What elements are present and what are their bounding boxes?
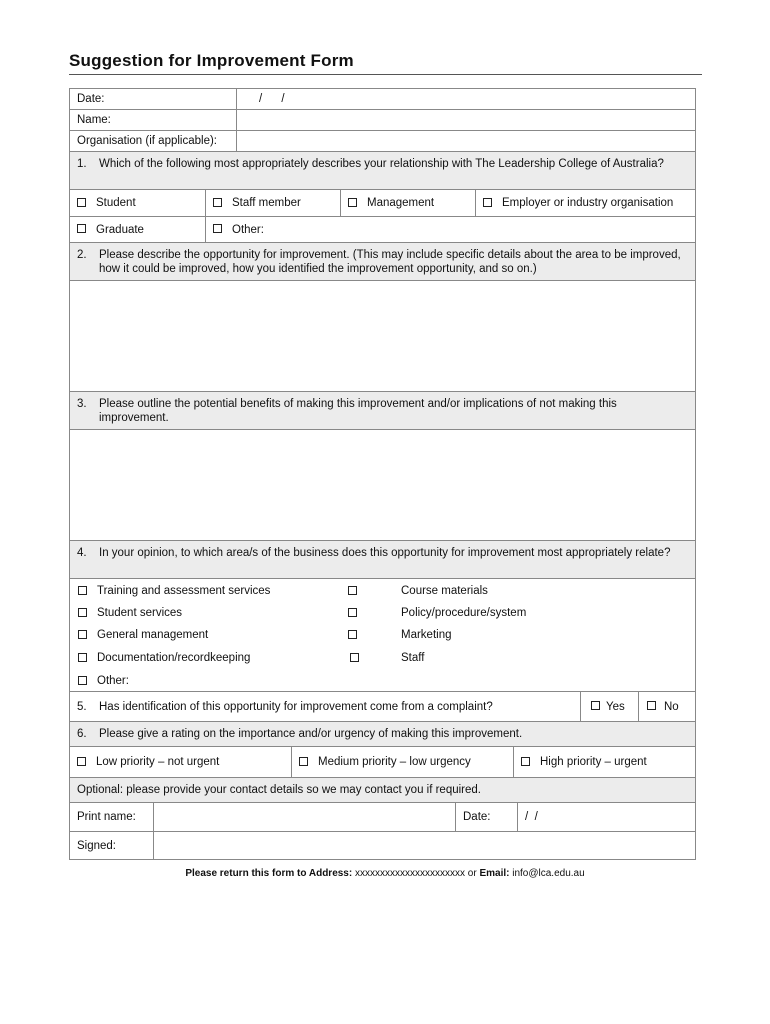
question-5-text: Has identification of this opportunity for improvement come from a complaint? bbox=[99, 700, 493, 713]
form-title: Suggestion for Improvement Form bbox=[69, 51, 354, 70]
print-name-field[interactable] bbox=[153, 803, 455, 831]
option-high-priority[interactable] bbox=[513, 747, 695, 777]
question-3-text: Please outline the potential benefits of making this improvement and/or implications of not making this improvement. bbox=[99, 398, 617, 424]
question-6 bbox=[69, 722, 696, 747]
option-student-services[interactable] bbox=[78, 607, 182, 619]
print-name-row bbox=[69, 803, 696, 832]
improvement-form bbox=[69, 88, 696, 860]
option-medium-priority[interactable] bbox=[291, 747, 513, 777]
question-3-number: 3. bbox=[77, 398, 87, 410]
checkbox-management[interactable] bbox=[348, 198, 357, 207]
organisation-label: Organisation (if applicable): bbox=[77, 135, 217, 147]
option-policy-procedure-label: Policy/procedure/system bbox=[401, 607, 527, 619]
date-label: Date: bbox=[77, 93, 105, 105]
question-4 bbox=[69, 541, 696, 579]
option-no-label: No bbox=[664, 700, 679, 713]
name-field[interactable] bbox=[236, 110, 695, 130]
option-staff-label: Staff bbox=[401, 652, 425, 664]
option-staff-member-label: Staff member bbox=[232, 197, 301, 209]
date2-field[interactable]: / / bbox=[517, 803, 695, 831]
option-documentation-label: Documentation/recordkeeping bbox=[97, 652, 251, 664]
checkbox-other-area[interactable] bbox=[78, 676, 87, 685]
signed-row bbox=[69, 832, 696, 860]
checkbox-training-assessment[interactable] bbox=[78, 586, 87, 595]
option-other-relationship[interactable] bbox=[205, 217, 695, 242]
question-2-number: 2. bbox=[77, 249, 87, 261]
option-low-priority-label: Low priority – not urgent bbox=[96, 756, 220, 768]
option-course-materials[interactable] bbox=[348, 585, 488, 597]
q1-options-row-1 bbox=[69, 190, 696, 217]
checkbox-staff-member[interactable] bbox=[213, 198, 222, 207]
option-course-materials-label: Course materials bbox=[401, 585, 488, 597]
date-field[interactable]: / / bbox=[236, 89, 695, 109]
question-4-text: In your opinion, to which area/s of the business does this opportunity for improvement most appropriately relate? bbox=[99, 547, 671, 559]
checkbox-employer[interactable] bbox=[483, 198, 492, 207]
option-high-priority-label: High priority – urgent bbox=[540, 756, 647, 768]
question-1-text: Which of the following most appropriately describes your relationship with The Leadership College of Australia? bbox=[99, 158, 664, 170]
option-yes-label: Yes bbox=[606, 700, 625, 713]
return-or: or bbox=[467, 868, 477, 879]
return-instructions bbox=[0, 868, 770, 879]
checkbox-other-relationship[interactable] bbox=[213, 224, 222, 233]
question-5-prompt bbox=[70, 692, 580, 721]
option-employer[interactable] bbox=[475, 190, 695, 216]
checkbox-policy-procedure[interactable] bbox=[348, 608, 357, 617]
checkbox-documentation[interactable] bbox=[78, 653, 87, 662]
q2-answer-area[interactable] bbox=[69, 281, 696, 392]
option-staff[interactable] bbox=[350, 652, 424, 664]
option-staff-member[interactable] bbox=[205, 190, 340, 216]
checkbox-no[interactable] bbox=[647, 701, 656, 710]
option-marketing[interactable] bbox=[348, 629, 452, 641]
question-1 bbox=[69, 152, 696, 190]
signed-label: Signed: bbox=[77, 839, 117, 852]
title-divider bbox=[69, 74, 702, 75]
date-row bbox=[69, 88, 696, 110]
option-training-assessment[interactable] bbox=[78, 585, 270, 597]
question-1-number: 1. bbox=[77, 158, 87, 170]
checkbox-low-priority[interactable] bbox=[77, 757, 86, 766]
q6-options-row bbox=[69, 747, 696, 778]
option-other-relationship-label: Other: bbox=[232, 223, 264, 236]
option-student[interactable] bbox=[70, 190, 205, 216]
option-marketing-label: Marketing bbox=[401, 629, 452, 641]
return-email[interactable]: info@lca.edu.au bbox=[512, 868, 585, 879]
option-graduate-label: Graduate bbox=[96, 223, 144, 236]
checkbox-course-materials[interactable] bbox=[348, 586, 357, 595]
question-4-number: 4. bbox=[77, 547, 87, 559]
checkbox-student[interactable] bbox=[77, 198, 86, 207]
option-general-management[interactable] bbox=[78, 629, 208, 641]
option-policy-procedure[interactable] bbox=[348, 607, 526, 619]
return-address: xxxxxxxxxxxxxxxxxxxxxx bbox=[354, 868, 465, 879]
option-employer-label: Employer or industry organisation bbox=[502, 197, 674, 209]
optional-contact-row bbox=[69, 778, 696, 803]
option-other-area-label: Other: bbox=[97, 675, 129, 687]
checkbox-high-priority[interactable] bbox=[521, 757, 530, 766]
option-low-priority[interactable] bbox=[70, 747, 291, 777]
option-yes[interactable] bbox=[580, 692, 638, 721]
question-6-number: 6. bbox=[77, 728, 87, 740]
checkbox-graduate[interactable] bbox=[77, 224, 86, 233]
organisation-row bbox=[69, 131, 696, 152]
question-2 bbox=[69, 243, 696, 281]
checkbox-yes[interactable] bbox=[591, 701, 600, 710]
checkbox-general-management[interactable] bbox=[78, 630, 87, 639]
name-label: Name: bbox=[77, 114, 111, 126]
option-no[interactable] bbox=[638, 692, 695, 721]
organisation-field[interactable] bbox=[236, 131, 695, 151]
option-management[interactable] bbox=[340, 190, 475, 216]
option-student-services-label: Student services bbox=[97, 607, 183, 619]
option-management-label: Management bbox=[367, 197, 435, 209]
q4-options bbox=[69, 579, 696, 692]
print-name-label: Print name: bbox=[77, 811, 136, 823]
option-training-assessment-label: Training and assessment services bbox=[97, 585, 271, 597]
question-2-text: Please describe the opportunity for improvement. (This may include specific details about the area to be improved, how it could be improved, how you identified the improvement opportunity, and so on.) bbox=[99, 249, 681, 275]
q3-answer-area[interactable] bbox=[69, 430, 696, 541]
question-5-number: 5. bbox=[77, 700, 87, 713]
optional-contact-text: Optional: please provide your contact details so we may contact you if required. bbox=[77, 784, 481, 796]
checkbox-marketing[interactable] bbox=[348, 630, 357, 639]
option-student-label: Student bbox=[96, 197, 136, 209]
date2-label: Date: bbox=[455, 803, 517, 831]
checkbox-staff[interactable] bbox=[350, 653, 359, 662]
checkbox-medium-priority[interactable] bbox=[299, 757, 308, 766]
option-documentation[interactable] bbox=[78, 652, 250, 664]
option-general-management-label: General management bbox=[97, 629, 209, 641]
signature-field[interactable] bbox=[153, 832, 695, 859]
return-prefix: Please return this form to Address: bbox=[185, 868, 353, 879]
checkbox-student-services[interactable] bbox=[78, 608, 87, 617]
q1-options-row-2 bbox=[69, 217, 696, 243]
question-6-text: Please give a rating on the importance and/or urgency of making this improvement. bbox=[99, 728, 523, 740]
option-graduate[interactable] bbox=[70, 217, 205, 242]
option-medium-priority-label: Medium priority – low urgency bbox=[318, 756, 471, 768]
option-other-area[interactable] bbox=[78, 675, 129, 687]
return-email-label: Email: bbox=[479, 868, 510, 879]
question-5 bbox=[69, 692, 696, 722]
question-3 bbox=[69, 392, 696, 430]
name-row bbox=[69, 110, 696, 131]
